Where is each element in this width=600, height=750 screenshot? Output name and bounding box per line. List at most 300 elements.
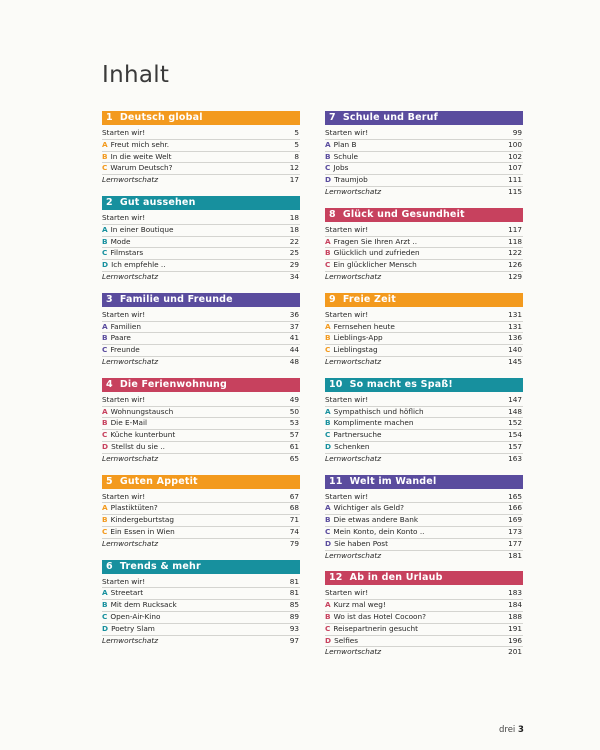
entry-page: 81 <box>289 588 299 598</box>
entry-title <box>102 600 277 611</box>
entry-page: 129 <box>508 271 522 281</box>
entry-title <box>325 454 500 465</box>
entry-page: 154 <box>508 430 522 440</box>
toc-entry[interactable] <box>102 503 300 515</box>
entry-title <box>102 430 277 441</box>
entry-page: 166 <box>508 503 522 513</box>
chapter-section <box>102 293 300 368</box>
entry-letter: C <box>102 611 108 621</box>
chapter-number: 8 <box>329 208 336 220</box>
chapter-title: Gut aussehen <box>119 196 196 208</box>
entry-letter: B <box>102 236 108 246</box>
toc-entry[interactable] <box>102 163 300 175</box>
entry-title <box>325 527 500 538</box>
entry-title <box>325 310 500 321</box>
entry-page: 169 <box>508 515 522 525</box>
entry-title <box>325 272 500 283</box>
toc-entry[interactable] <box>325 442 523 454</box>
entry-page: 65 <box>289 453 299 463</box>
chapter-header[interactable] <box>325 378 523 392</box>
entry-page: 71 <box>289 515 299 525</box>
entry-page: 183 <box>508 588 522 598</box>
toc-entry[interactable] <box>325 260 523 272</box>
entry-letter: A <box>102 321 108 331</box>
entry-title <box>325 636 500 647</box>
entry-text: Lernwortschatz <box>325 550 382 560</box>
entry-text: Starten wir! <box>102 576 146 586</box>
entry-page: 79 <box>289 538 299 548</box>
chapter-header[interactable] <box>325 571 523 585</box>
toc-entry[interactable] <box>102 322 300 334</box>
entry-letter: A <box>325 321 331 331</box>
entry-page: 152 <box>508 418 522 428</box>
entry-letter: A <box>325 139 331 149</box>
entry-title <box>325 600 500 611</box>
entry-title <box>102 442 277 453</box>
chapter-section <box>325 378 523 465</box>
vocabulary-entry[interactable] <box>102 357 300 368</box>
entry-page: 99 <box>512 128 522 137</box>
page-footer <box>499 725 524 735</box>
chapter-title: So macht es Spaß! <box>349 378 453 390</box>
entry-text: Streetart <box>110 588 144 598</box>
chapter-section <box>102 475 300 550</box>
toc-entry[interactable] <box>102 248 300 260</box>
entry-text: Ein Essen in Wien <box>110 526 175 536</box>
entry-page: 29 <box>289 260 299 270</box>
toc-entry[interactable] <box>325 407 523 419</box>
entry-text: Starten wir! <box>325 128 369 137</box>
page-number-word: drei <box>499 725 516 735</box>
chapter-number: 11 <box>329 475 343 487</box>
entry-page: 74 <box>289 526 299 536</box>
toc-entry[interactable] <box>325 636 523 648</box>
entry-text: Starten wir! <box>102 128 146 137</box>
toc-entry[interactable] <box>325 345 523 357</box>
toc-entry[interactable] <box>102 515 300 527</box>
chapter-number: 5 <box>106 475 113 487</box>
entry-title <box>102 577 277 588</box>
entry-text: Die etwas andere Bank <box>333 515 419 525</box>
toc-entry[interactable] <box>325 588 523 600</box>
entry-letter: B <box>102 515 108 525</box>
chapter-header[interactable] <box>102 560 300 574</box>
entry-letter: C <box>325 623 331 633</box>
entry-title <box>102 503 277 514</box>
toc-column-right <box>325 111 523 668</box>
entry-text: Komplimente machen <box>333 418 414 428</box>
entry-title <box>325 152 500 163</box>
entry-text: Ich empfehle .. <box>111 260 166 270</box>
entry-text: Poetry Slam <box>111 623 155 633</box>
entry-text: Starten wir! <box>102 309 146 319</box>
toc-entry[interactable] <box>102 577 300 589</box>
chapter-header[interactable] <box>102 111 300 125</box>
vocabulary-entry[interactable] <box>102 539 300 550</box>
entry-page: 8 <box>294 151 299 161</box>
toc-entry[interactable] <box>325 430 523 442</box>
toc-entry[interactable] <box>325 539 523 551</box>
chapter-header[interactable] <box>102 475 300 489</box>
toc-entry[interactable] <box>325 527 523 539</box>
toc-entry[interactable] <box>325 248 523 260</box>
toc-entry[interactable] <box>102 612 300 624</box>
entry-letter: A <box>102 224 108 234</box>
entry-title <box>325 237 500 248</box>
entry-text: Warum Deutsch? <box>110 163 173 173</box>
entry-text: Die E-Mail <box>110 418 148 428</box>
entry-letter: A <box>325 236 331 246</box>
entry-letter: B <box>325 515 331 525</box>
toc-entry[interactable] <box>325 492 523 504</box>
entry-letter: B <box>102 151 108 161</box>
entry-letter: C <box>325 430 331 440</box>
toc-entry[interactable] <box>325 152 523 164</box>
toc-entry[interactable] <box>102 407 300 419</box>
entry-text: In einer Boutique <box>110 224 174 234</box>
vocabulary-entry[interactable] <box>102 175 300 186</box>
entry-page: 37 <box>289 321 299 331</box>
toc-entry[interactable] <box>325 310 523 322</box>
toc-entry[interactable] <box>102 333 300 345</box>
vocabulary-entry[interactable] <box>102 454 300 465</box>
entry-page: 93 <box>289 623 299 633</box>
entry-text: Reisepartnerin gesucht <box>333 623 419 633</box>
vocabulary-entry[interactable] <box>102 636 300 647</box>
chapter-number: 2 <box>106 196 113 208</box>
entry-letter: C <box>102 248 108 258</box>
entry-letter: B <box>325 151 331 161</box>
entry-text: Lernwortschatz <box>102 453 159 463</box>
entry-page: 118 <box>508 236 522 246</box>
page-number: 3 <box>518 725 524 735</box>
toc-entry[interactable] <box>325 128 523 140</box>
toc-entry[interactable] <box>102 430 300 442</box>
toc-entry[interactable] <box>102 588 300 600</box>
entry-letter: B <box>102 333 108 343</box>
entry-page: 184 <box>508 600 522 610</box>
entry-title <box>325 407 500 418</box>
toc-entry[interactable] <box>325 175 523 187</box>
chapter-header[interactable] <box>325 208 523 222</box>
entry-text: Lernwortschatz <box>102 175 159 185</box>
entry-title <box>102 310 277 321</box>
entry-title <box>102 163 277 174</box>
entry-page: 89 <box>289 611 299 621</box>
entry-page: 102 <box>508 151 522 161</box>
chapter-number: 6 <box>106 560 113 572</box>
entry-page: 100 <box>508 139 522 149</box>
entry-letter: C <box>325 345 331 355</box>
entry-page: 18 <box>289 224 299 234</box>
entry-text: Lernwortschatz <box>325 647 382 657</box>
entry-text: Lernwortschatz <box>102 356 159 366</box>
entry-page: 188 <box>508 611 522 621</box>
entry-text: Traumjob <box>334 175 368 185</box>
entry-title <box>102 407 277 418</box>
chapter-header[interactable] <box>102 378 300 392</box>
toc-entry[interactable] <box>102 310 300 322</box>
toc-entry[interactable] <box>102 492 300 504</box>
toc-entry[interactable] <box>102 600 300 612</box>
entry-page: 85 <box>289 600 299 610</box>
entry-page: 131 <box>508 309 522 319</box>
entry-title <box>102 175 277 186</box>
toc-entry[interactable] <box>102 213 300 225</box>
entry-title <box>102 333 277 344</box>
toc-entry[interactable] <box>102 237 300 249</box>
entry-page: 61 <box>289 441 299 451</box>
vocabulary-entry[interactable] <box>325 272 523 283</box>
toc-entry[interactable] <box>325 225 523 237</box>
chapter-title: Ab in den Urlaub <box>349 572 443 584</box>
entry-text: Lernwortschatz <box>102 271 159 281</box>
entry-page: 181 <box>508 550 522 560</box>
entry-title <box>102 357 277 368</box>
toc-entry[interactable] <box>325 515 523 527</box>
vocabulary-entry[interactable] <box>325 551 523 562</box>
chapter-number: 10 <box>329 378 343 390</box>
chapter-number: 12 <box>329 572 343 584</box>
entry-text: Lernwortschatz <box>102 635 159 645</box>
entry-page: 57 <box>289 430 299 440</box>
entry-text: Wichtiger als Geld? <box>333 503 404 513</box>
chapter-section <box>325 208 523 283</box>
toc-entry[interactable] <box>102 345 300 357</box>
entry-page: 173 <box>508 526 522 536</box>
chapter-number: 1 <box>106 112 113 123</box>
entry-title <box>102 636 277 647</box>
entry-letter: D <box>102 623 109 633</box>
chapter-number: 7 <box>329 112 336 123</box>
toc-entry[interactable] <box>102 128 300 140</box>
entry-text: Paare <box>110 333 131 343</box>
entry-title <box>325 588 500 599</box>
entry-title <box>325 624 500 635</box>
entry-page: 5 <box>294 139 299 149</box>
entry-text: Glücklich und zufrieden <box>333 248 420 258</box>
entry-title <box>102 345 277 356</box>
entry-text: Starten wir! <box>102 491 146 501</box>
entry-title <box>102 527 277 538</box>
entry-page: 48 <box>289 356 299 366</box>
toc-entry[interactable] <box>325 322 523 334</box>
entry-page: 147 <box>508 394 522 404</box>
entry-page: 126 <box>508 260 522 270</box>
entry-text: Wohnungstausch <box>110 406 174 416</box>
entry-letter: D <box>325 538 332 548</box>
entry-title <box>102 539 277 550</box>
toc-entry[interactable] <box>325 237 523 249</box>
entry-title <box>325 128 500 139</box>
entry-title <box>102 588 277 599</box>
entry-text: Fragen Sie Ihren Arzt .. <box>333 236 418 246</box>
entry-letter: A <box>102 588 108 598</box>
entry-title <box>102 152 277 163</box>
entry-title <box>325 551 500 562</box>
entry-text: Plan B <box>333 139 357 149</box>
entry-text: Filmstars <box>110 248 144 258</box>
toc-entry[interactable] <box>325 612 523 624</box>
entry-letter: D <box>325 441 332 451</box>
entry-page: 201 <box>508 647 522 657</box>
entry-text: Schule <box>333 151 358 161</box>
chapter-title: Familie und Freunde <box>119 293 233 305</box>
chapter-number: 3 <box>106 293 113 305</box>
entry-title <box>325 647 500 658</box>
entry-text: Freunde <box>110 345 140 355</box>
entry-text: Sie haben Post <box>334 538 388 548</box>
entry-title <box>325 612 500 623</box>
entry-page: 165 <box>508 491 522 501</box>
toc-entry[interactable] <box>102 624 300 636</box>
toc-entry[interactable] <box>325 140 523 152</box>
chapter-number: 4 <box>106 378 113 390</box>
entry-title <box>325 248 500 259</box>
entry-title <box>102 395 277 406</box>
entry-page: 18 <box>289 212 299 222</box>
chapter-title: Guten Appetit <box>119 475 198 487</box>
chapter-header[interactable] <box>102 196 300 210</box>
entry-page: 107 <box>508 163 522 173</box>
entry-text: Wo ist das Hotel Cocoon? <box>333 611 427 621</box>
entry-title <box>102 322 277 333</box>
entry-page: 177 <box>508 538 522 548</box>
entry-text: Starten wir! <box>325 309 369 319</box>
entry-title <box>102 248 277 259</box>
chapter-section <box>325 111 523 198</box>
entry-title <box>325 418 500 429</box>
entry-text: Kurz mal weg! <box>333 600 386 610</box>
toc-entry[interactable] <box>325 395 523 407</box>
entry-title <box>102 272 277 283</box>
entry-title <box>325 539 500 550</box>
entry-text: Starten wir! <box>325 588 369 598</box>
entry-letter: A <box>325 406 331 416</box>
toc-entry[interactable] <box>102 152 300 164</box>
entry-title <box>325 442 500 453</box>
chapter-section <box>325 571 523 658</box>
entry-page: 148 <box>508 406 522 416</box>
entry-text: Open-Air-Kino <box>110 611 161 621</box>
toc-entry[interactable] <box>102 395 300 407</box>
toc-entry[interactable] <box>325 503 523 515</box>
entry-page: 44 <box>289 345 299 355</box>
entry-page: 34 <box>289 271 299 281</box>
chapter-header[interactable] <box>325 293 523 307</box>
chapter-title: Freie Zeit <box>342 293 396 305</box>
entry-letter: A <box>102 139 108 149</box>
entry-text: Mode <box>110 236 131 246</box>
entry-text: Lieblingstag <box>333 345 378 355</box>
entry-text: Lernwortschatz <box>325 356 382 366</box>
chapter-title: Glück und Gesundheit <box>342 208 465 220</box>
entry-letter: D <box>325 635 332 645</box>
entry-page: 97 <box>289 635 299 645</box>
vocabulary-entry[interactable] <box>325 357 523 368</box>
entry-letter: D <box>102 260 109 270</box>
entry-title <box>102 213 277 224</box>
entry-page: 49 <box>289 394 299 404</box>
toc-entry[interactable] <box>325 624 523 636</box>
entry-title <box>325 345 500 356</box>
entry-text: Mein Konto, dein Konto .. <box>333 526 425 536</box>
vocabulary-entry[interactable] <box>325 647 523 658</box>
chapter-title: Welt im Wandel <box>349 475 437 487</box>
entry-page: 36 <box>289 309 299 319</box>
entry-text: Freut mich sehr. <box>110 139 170 149</box>
vocabulary-entry[interactable] <box>102 272 300 283</box>
chapter-header[interactable] <box>325 475 523 489</box>
entry-text: Starten wir! <box>325 491 369 501</box>
entry-text: Stellst du sie .. <box>111 441 165 451</box>
entry-page: 17 <box>289 175 299 185</box>
entry-title <box>325 140 500 151</box>
entry-page: 117 <box>508 224 522 234</box>
vocabulary-entry[interactable] <box>325 187 523 198</box>
entry-page: 145 <box>508 356 522 366</box>
chapter-section <box>325 475 523 562</box>
vocabulary-entry[interactable] <box>325 454 523 465</box>
toc-entry[interactable] <box>325 600 523 612</box>
chapter-number: 9 <box>329 293 336 305</box>
entry-text: Lieblings-App <box>333 333 383 343</box>
entry-text: In die weite Welt <box>110 151 172 161</box>
entry-text: Starten wir! <box>102 394 146 404</box>
chapter-header[interactable] <box>325 111 523 125</box>
toc-entry[interactable] <box>102 225 300 237</box>
entry-title <box>325 333 500 344</box>
entry-title <box>102 515 277 526</box>
chapter-header[interactable] <box>102 293 300 307</box>
entry-letter: B <box>325 418 331 428</box>
entry-text: Familien <box>110 321 141 331</box>
entry-letter: C <box>102 526 108 536</box>
entry-letter: C <box>102 430 108 440</box>
entry-letter: D <box>325 175 332 185</box>
entry-title <box>325 187 500 198</box>
entry-page: 50 <box>289 406 299 416</box>
entry-letter: C <box>102 163 108 173</box>
toc-entry[interactable] <box>102 140 300 152</box>
entry-page: 157 <box>508 441 522 451</box>
chapter-section <box>102 111 300 186</box>
toc-entry[interactable] <box>102 442 300 454</box>
entry-letter: C <box>325 163 331 173</box>
chapter-title: Deutsch global <box>119 112 203 123</box>
toc-entry[interactable] <box>102 260 300 272</box>
entry-title <box>102 492 277 503</box>
chapter-section <box>102 560 300 647</box>
toc-entry[interactable] <box>325 333 523 345</box>
entry-page: 5 <box>294 128 299 137</box>
entry-title <box>102 225 277 236</box>
entry-title <box>102 237 277 248</box>
entry-title <box>325 225 500 236</box>
toc-entry[interactable] <box>325 163 523 175</box>
entry-page: 191 <box>508 623 522 633</box>
toc-entry[interactable] <box>102 527 300 539</box>
toc-entry[interactable] <box>325 418 523 430</box>
entry-text: Starten wir! <box>325 394 369 404</box>
toc-entry[interactable] <box>102 418 300 430</box>
entry-text: Fernsehen heute <box>333 321 395 331</box>
entry-page: 68 <box>289 503 299 513</box>
toc-column-left <box>102 111 300 656</box>
entry-text: Küche kunterbunt <box>110 430 176 440</box>
entry-page: 115 <box>508 186 522 196</box>
chapter-title: Die Ferienwohnung <box>119 378 227 390</box>
